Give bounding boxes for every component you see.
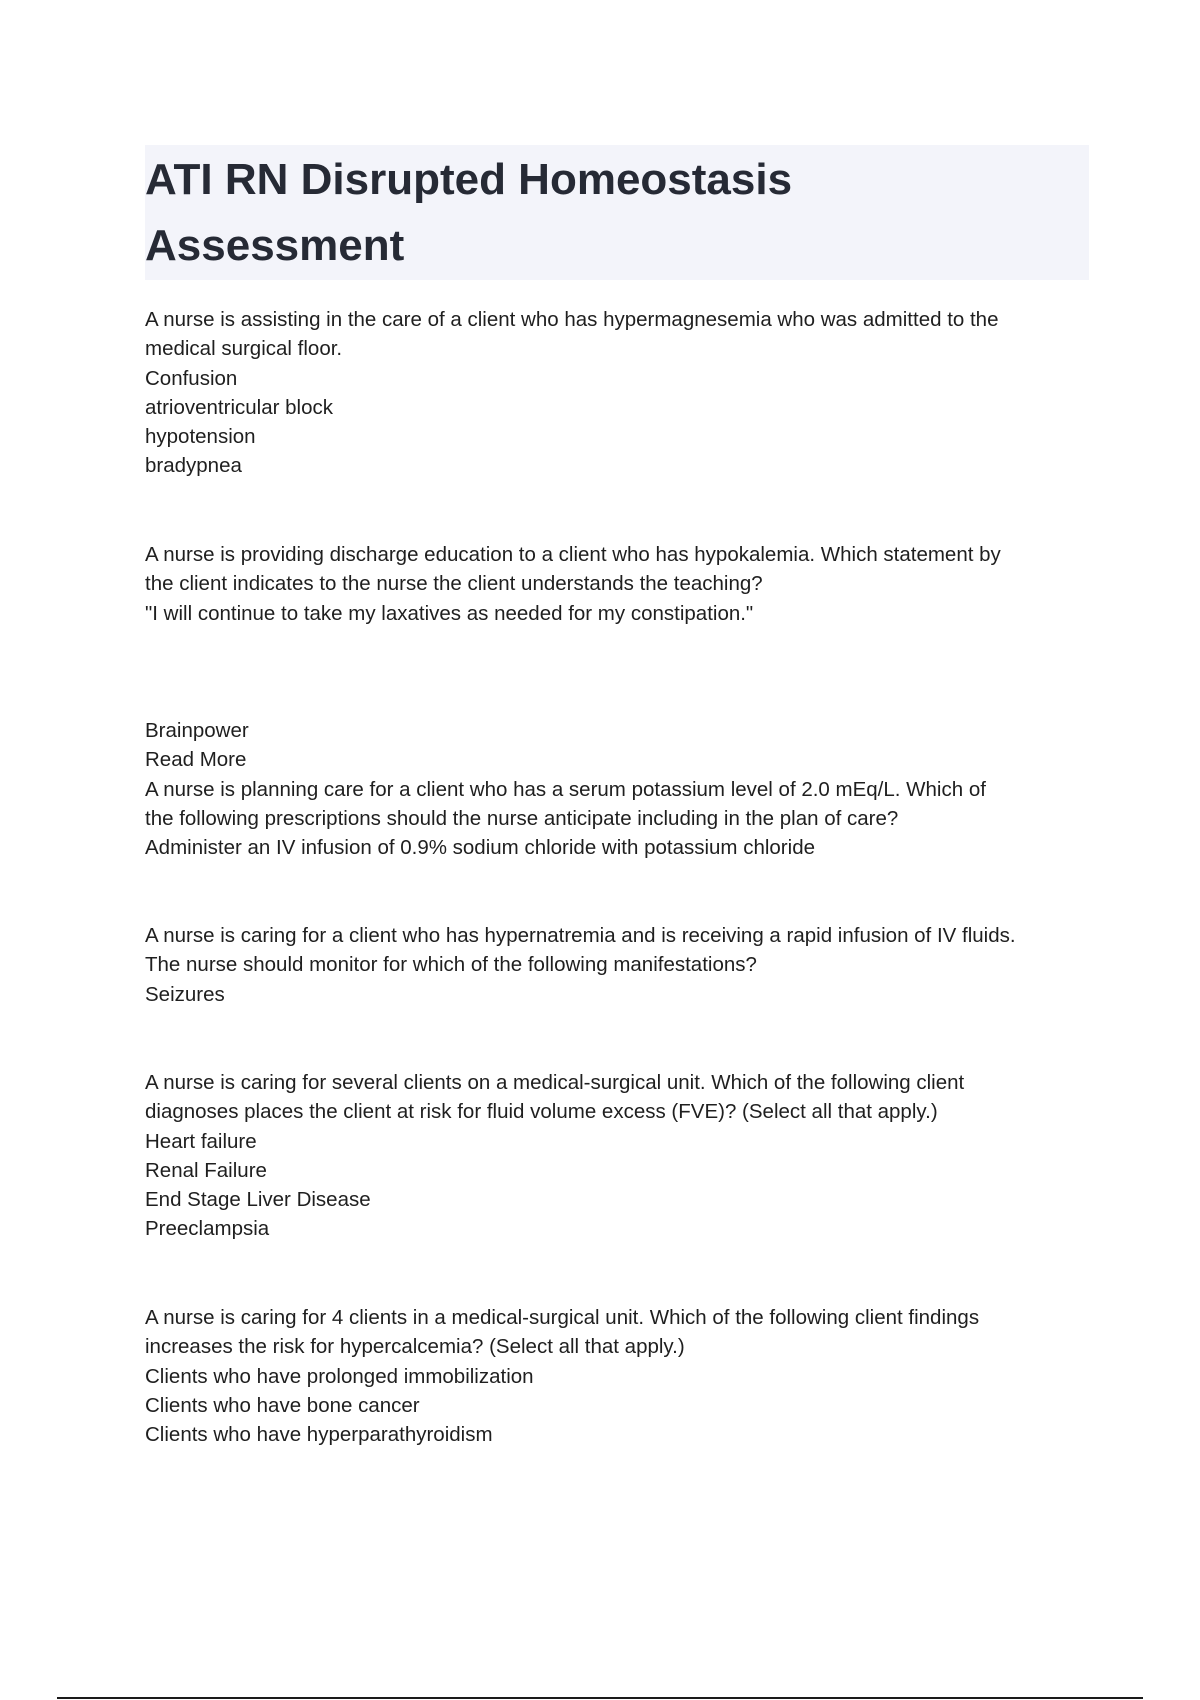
question-block — [145, 305, 1105, 481]
question-block — [145, 921, 1105, 1009]
answer-line: Heart failure — [145, 1129, 257, 1153]
question-block — [145, 1303, 1105, 1449]
question-text: A nurse is providing discharge education to a client who has hypokalemia. Which statement by — [145, 543, 1001, 566]
answer-line: Preeclampsia — [145, 1217, 270, 1241]
question-text: The nurse should monitor for which of the following manifestations? — [145, 953, 757, 977]
question-text: A nurse is caring for 4 clients in a medical-surgical unit. Which of the following client findings — [145, 1306, 980, 1329]
question-text: A nurse is assisting in the care of a client who has hypermagnesemia who was admitted to the — [145, 308, 999, 331]
page-title: ATI RN Disrupted Homeostasis Assessment — [145, 155, 793, 270]
answer-line: atrioventricular block — [145, 395, 333, 419]
question-text: A nurse is caring for a client who has hypernatremia and is receiving a rapid infusion of IV fluids. — [145, 924, 1016, 947]
answer-line: hypotension — [145, 425, 256, 449]
answer-line: Clients who have hyperparathyroidism — [145, 1423, 493, 1447]
question-text: A nurse is planning care for a client who has a serum potassium level of 2.0 mEq/L. Which of — [145, 777, 986, 801]
brainpower-label: Brainpower — [145, 719, 249, 742]
footer-divider — [57, 1697, 1143, 1699]
answer-line: bradypnea — [145, 454, 242, 478]
answer-line: "I will continue to take my laxatives as needed for my constipation." — [145, 601, 754, 625]
question-text: A nurse is caring for several clients on a medical-surgical unit. Which of the following client — [145, 1071, 965, 1094]
answer-line: Clients who have bone cancer — [145, 1393, 420, 1417]
question-block — [145, 540, 1105, 628]
title-banner — [145, 145, 1089, 280]
question-block — [145, 1068, 1105, 1244]
question-block — [145, 716, 1105, 862]
answer-line: End Stage Liver Disease — [145, 1188, 371, 1212]
question-text: the client indicates to the nurse the client understands the teaching? — [145, 572, 763, 596]
answer-line: Seizures — [145, 982, 225, 1006]
question-text: increases the risk for hypercalcemia? (Select all that apply.) — [145, 1335, 685, 1359]
read-more-label: Read More — [145, 748, 247, 772]
answer-line: Clients who have prolonged immobilization — [145, 1364, 534, 1388]
answer-line: Administer an IV infusion of 0.9% sodium chloride with potassium chloride — [145, 836, 815, 860]
question-text: medical surgical floor. — [145, 337, 343, 361]
answer-line: Renal Failure — [145, 1158, 267, 1182]
answer-line: Confusion — [145, 366, 238, 390]
question-text: diagnoses places the client at risk for fluid volume excess (FVE)? (Select all that apply.) — [145, 1100, 938, 1124]
question-text: the following prescriptions should the nurse anticipate including in the plan of care? — [145, 806, 899, 830]
